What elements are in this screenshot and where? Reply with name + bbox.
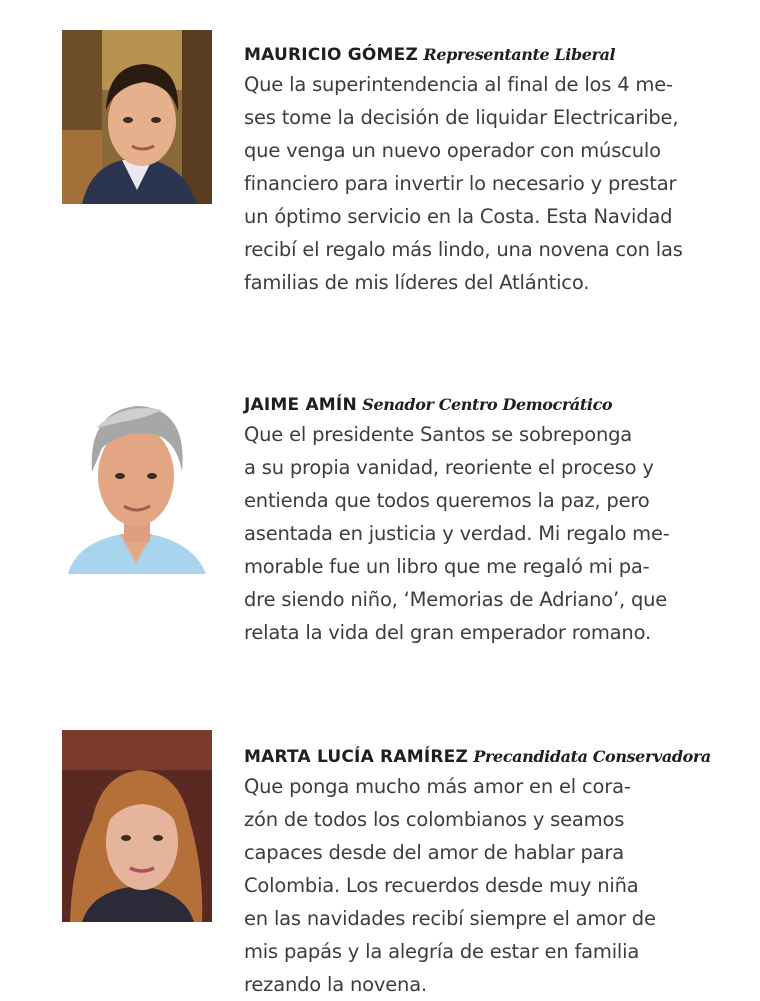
quote-line: Que la superintendencia al final de los 4 me-	[244, 73, 673, 96]
person-role: Senador Centro Democrático	[362, 395, 613, 414]
quote-line: capaces desde del amor de hablar para	[244, 841, 625, 864]
portrait-photo-jaime-amin	[62, 388, 212, 574]
quote-line: Que el presidente Santos se sobreponga	[244, 423, 633, 446]
quote-line: Que ponga mucho más amor en el cora-	[244, 775, 631, 798]
quote-line: en las navidades recibí siempre el amor de	[244, 907, 656, 930]
quote-text-block	[244, 44, 754, 299]
quote-line: rezando la novena.	[244, 973, 427, 996]
quote-line: familias de mis líderes del Atlántico.	[244, 271, 590, 294]
quote-line: Colombia. Los recuerdos desde muy niña	[244, 874, 639, 897]
quote-line: un óptimo servicio en la Costa. Esta Navidad	[244, 205, 673, 228]
person-name: MARTA LUCÍA RAMÍREZ	[244, 747, 468, 767]
quote-line: entienda que todos queremos la paz, pero	[244, 489, 650, 512]
quote-line: relata la vida del gran emperador romano.	[244, 621, 651, 644]
quote-text	[244, 68, 754, 299]
entry-heading	[244, 746, 754, 768]
person-name: MAURICIO GÓMEZ	[244, 45, 419, 65]
quote-line: que venga un nuevo operador con músculo	[244, 139, 661, 162]
quote-text-block	[244, 746, 754, 1001]
quote-line: zón de todos los colombianos y seamos	[244, 808, 625, 831]
entry-heading	[244, 394, 754, 416]
quote-text	[244, 770, 754, 1001]
person-name: JAIME AMÍN	[244, 395, 357, 415]
entry-heading	[244, 44, 754, 66]
quote-text	[244, 418, 754, 649]
quote-line: morable fue un libro que me regaló mi pa-	[244, 555, 650, 578]
person-role: Representante Liberal	[423, 45, 616, 64]
quote-line: ses tome la decisión de liquidar Electricaribe,	[244, 106, 679, 129]
portrait-photo-mauricio-gomez	[62, 30, 212, 204]
quote-line: financiero para invertir lo necesario y prestar	[244, 172, 677, 195]
person-role: Precandidata Conservadora	[473, 747, 711, 766]
quote-line: asentada en justicia y verdad. Mi regalo me-	[244, 522, 670, 545]
quote-line: a su propia vanidad, reoriente el proceso y	[244, 456, 654, 479]
quote-line: mis papás y la alegría de estar en familia	[244, 940, 640, 963]
quote-text-block	[244, 394, 754, 649]
quote-line: recibí el regalo más lindo, una novena con las	[244, 238, 683, 261]
quote-line: dre siendo niño, ‘Memorias de Adriano’, que	[244, 588, 668, 611]
portrait-photo-marta-lucia-ramirez	[62, 730, 212, 922]
